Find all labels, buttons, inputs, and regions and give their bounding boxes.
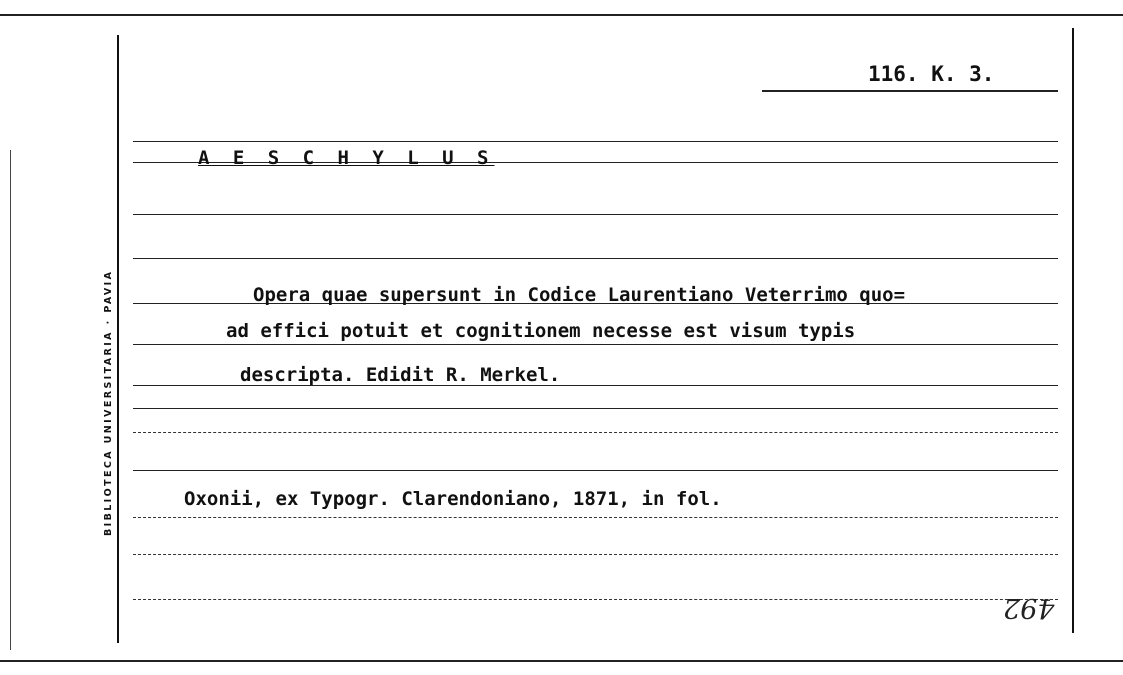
- ruled-line: [133, 554, 1058, 555]
- ruled-line: [133, 408, 1058, 409]
- left-edge-mark: [10, 150, 11, 650]
- author-heading: A E S C H Y L U S: [198, 147, 495, 169]
- ruled-line: [133, 517, 1058, 518]
- library-stamp: BIBLIOTECA UNIVERSITARIA · PAVIA: [103, 269, 114, 536]
- ruled-line: [133, 258, 1058, 259]
- shelfmark: 116. K. 3.: [868, 62, 995, 86]
- top-edge-line: [0, 14, 1123, 16]
- left-margin-line: [117, 35, 119, 643]
- imprint-line: Oxonii, ex Typogr. Clarendoniano, 1871, in fol.: [184, 488, 722, 510]
- ruled-line: [133, 344, 1058, 345]
- ruled-line: [133, 141, 1058, 142]
- ruled-line: [133, 214, 1058, 215]
- title-line: Opera quae supersunt in Codice Laurentiano Veterrimo quo=: [253, 284, 906, 306]
- bottom-edge-line: [0, 660, 1123, 662]
- ruled-line: [133, 432, 1058, 433]
- title-line: ad effici potuit et cognitionem necesse est visum typis: [226, 320, 856, 342]
- ruled-line: [133, 599, 1058, 600]
- handwritten-number: 492: [1003, 592, 1055, 623]
- right-margin-line: [1072, 28, 1074, 633]
- title-line: descripta. Edidit R. Merkel.: [240, 364, 561, 386]
- shelfmark-rule: [762, 90, 1058, 92]
- ruled-line: [133, 470, 1058, 471]
